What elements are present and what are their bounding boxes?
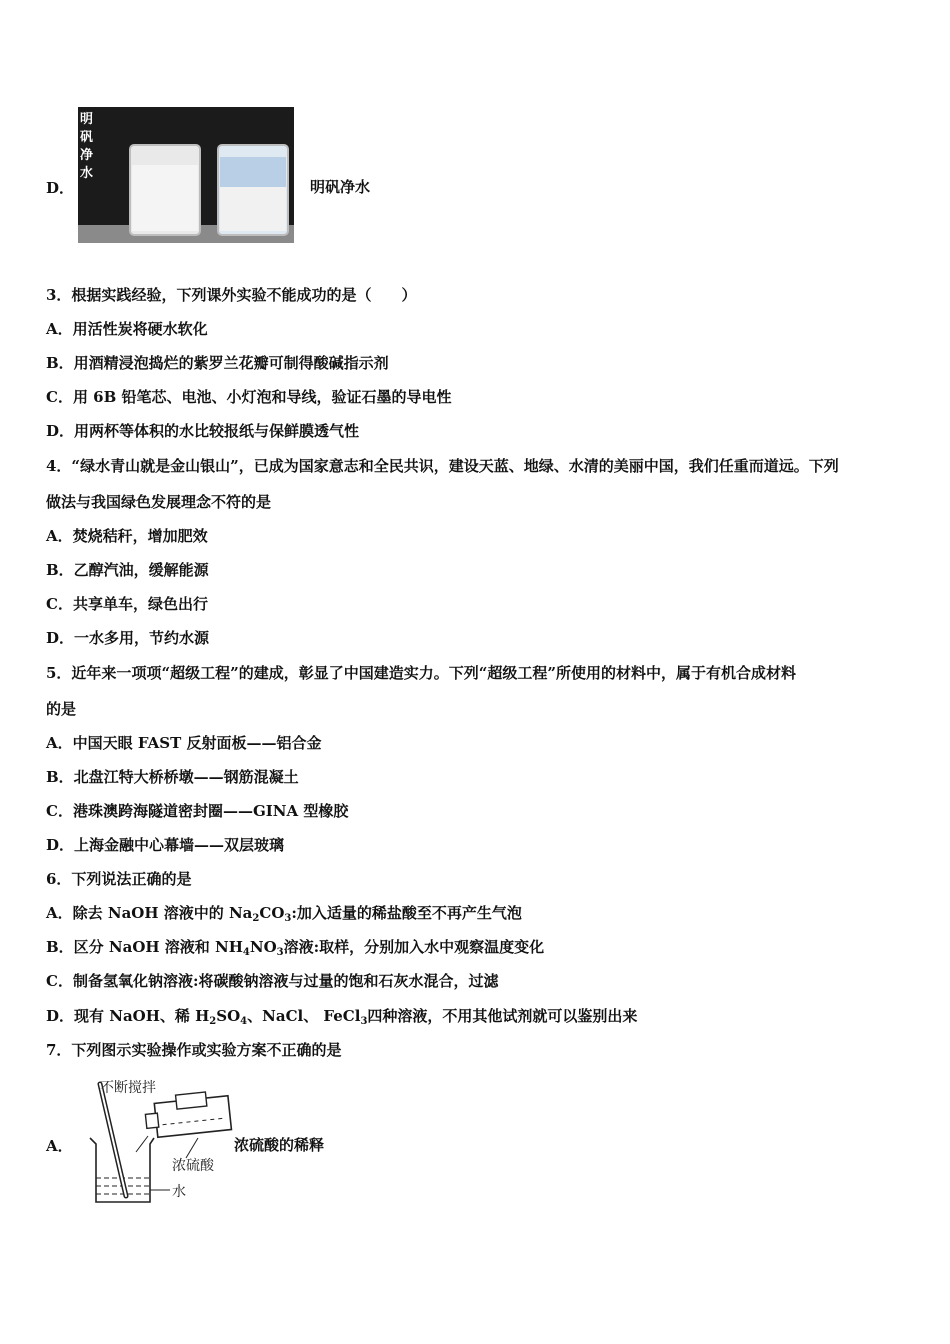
acid-dilution-diagram: [78, 1078, 238, 1206]
water-label: 水: [172, 1184, 186, 1200]
svg-text:水: 水: [80, 166, 94, 181]
q7-option-a-caption: 浓硫酸的稀释: [234, 1136, 325, 1154]
q4-option-d: D．一水多用，节约水源: [46, 629, 210, 647]
q4-option-b: B．乙醇汽油，缓解能源: [46, 561, 209, 579]
q4-stem-line1: 4．“绿水青山就是金山银山”，已成为国家意志和全民共识，建设天蓝、地绿、水清的美丽中国，我们任重而道远。下列: [46, 457, 839, 475]
q6-option-b: B．区分 NaOH 溶液和 $NH_4NO_3$溶液:取样，分别加入水中观察温度变化: [46, 938, 545, 958]
q5-option-c: C．港珠澳跨海隧道密封圈——GINA 型橡胶: [46, 802, 349, 820]
svg-text:矾: 矾: [80, 130, 94, 145]
q4-option-c: C．共享单车，绿色出行: [46, 595, 208, 613]
q6-stem: 6．下列说法正确的是: [46, 870, 192, 888]
svg-text:明: 明: [80, 112, 94, 127]
acid-label: 浓硫酸: [172, 1158, 214, 1174]
q7-stem: 7．下列图示实验操作或实验方案不正确的是: [46, 1041, 342, 1059]
q5-stem-line2: 的是: [46, 700, 77, 718]
q5-option-b: B．北盘江特大桥桥墩——钢筋混凝土: [46, 768, 299, 786]
q3-option-b: B．用酒精浸泡捣烂的紫罗兰花瓣可制得酸碱指示剂: [46, 354, 389, 372]
q5-stem-line1: 5．近年来一项项“超级工程”的建成，彰显了中国建造实力。下列“超级工程”所使用的材料中，属于有机合成材料: [46, 664, 796, 682]
option-d-label: D．: [46, 179, 75, 197]
q5-option-a: A．中国天眼 FAST 反射面板——铝合金: [46, 734, 322, 752]
q4-stem-line2: 做法与我国绿色发展理念不符的是: [46, 493, 272, 511]
q6-option-d: D．现有 NaOH、稀 $H_2SO_4$、NaCl、 FeCl$_3$四种溶液，不用其他试剂就可以鉴别出来: [46, 1007, 638, 1027]
q3-option-a: A．用活性炭将硬水软化: [46, 320, 208, 338]
svg-text:净: 净: [80, 148, 94, 163]
stir-label: 不断搅拌: [100, 1080, 156, 1096]
q5-option-d: D．上海金融中心幕墙——双层玻璃: [46, 836, 285, 854]
q4-option-a: A．焚烧秸秆，增加肥效: [46, 527, 208, 545]
q3-stem: 3．根据实践经验，下列课外实验不能成功的是（ ）: [46, 286, 417, 304]
option-d-caption: 明矾净水: [310, 178, 371, 196]
q3-option-c: C．用 6B 铅笔芯、电池、小灯泡和导线，验证石墨的导电性: [46, 388, 452, 406]
q7-option-a-label: A．: [46, 1137, 73, 1155]
q6-option-c: C．制备氢氧化钠溶液:将碳酸钠溶液与过量的饱和石灰水混合，过滤: [46, 972, 499, 990]
alum-water-photo: [78, 107, 294, 243]
q6-option-a: A．除去 NaOH 溶液中的 $Na_2CO_3$:加入适量的稀盐酸至不再产生气泡: [46, 904, 522, 924]
q3-option-d: D．用两杯等体积的水比较报纸与保鲜膜透气性: [46, 422, 360, 440]
